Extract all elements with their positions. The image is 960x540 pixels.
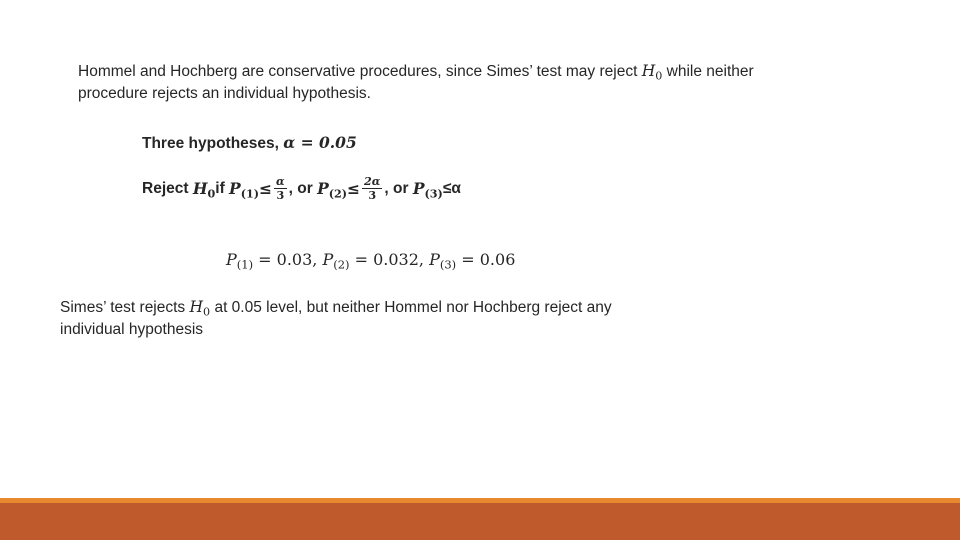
p-values-line: $P_{(1)} = 0.03$, $P_{(2)} = 0.032$, $P_{(3)} = 0.06$ [226, 250, 516, 272]
p2-symbol: $P_{(2)}$ [317, 179, 348, 201]
fraction-alpha-over-3: $\frac{\alpha}{3}$ [276, 175, 285, 203]
intro-paragraph [78, 60, 818, 105]
intro-text-end: while neither procedure rejects an individual hypothesis. [78, 63, 754, 102]
setup-line: Three hypotheses, α = 0.05 [142, 133, 357, 152]
h0-symbol: $H_0$ [192, 179, 216, 201]
footer-bar [0, 503, 960, 540]
p3-symbol: $P_{(3)}$ [412, 179, 443, 201]
p1-symbol: $P_{(1)}$ [229, 179, 260, 201]
h0-symbol: $H_0$ [641, 62, 663, 83]
fraction-2alpha-over-3: $\frac{2\alpha}{3}$ [364, 175, 381, 203]
intro-text: Hommel and Hochberg are conservative procedures, since Simes’ test may reject [78, 63, 642, 80]
alpha-value: α = 0.05 [283, 133, 357, 152]
h0-symbol: $H_0$ [189, 298, 211, 319]
rejection-rule: Reject $H_0$ if $P_{(1)}$ ≤ $\frac{\alpha}{3}$ , or $P_{(2)}$ ≤ $\frac{2\alpha}{3}$ , or $P_{(3)}$ ≤α [142, 175, 461, 203]
conclusion-paragraph: Simes’ test rejects $H_0$ at 0.05 level, but neither Hommel nor Hochberg reject any individual hypothesis [60, 298, 612, 338]
